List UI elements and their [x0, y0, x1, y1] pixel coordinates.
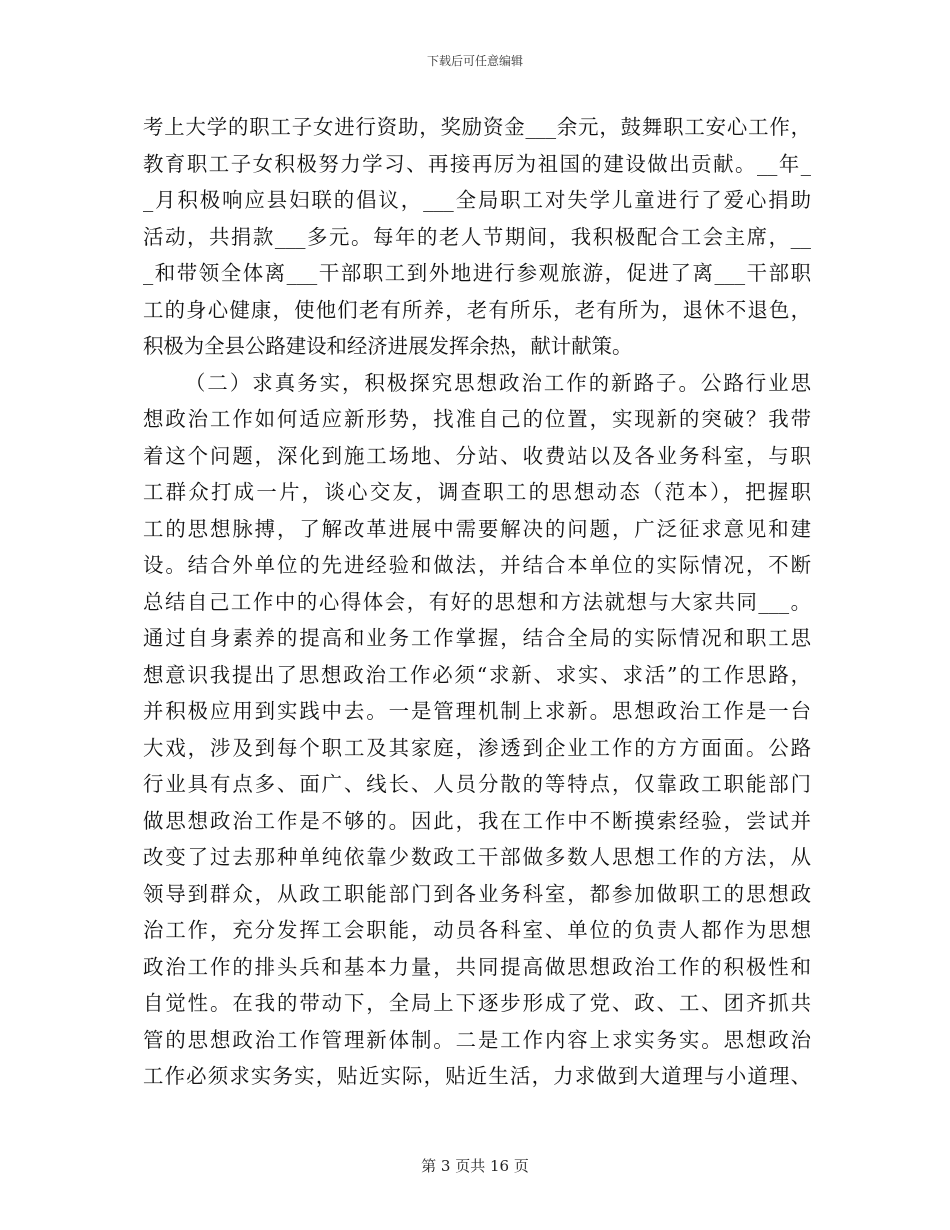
page-header: 下载后可任意编辑: [426, 54, 523, 68]
text-line: 政治工作的排头兵和基本力量，共同提高做思想政治工作的积极性和: [143, 954, 811, 979]
paragraph-1: [143, 109, 811, 365]
text-line: 活动，共捐款___多元。每年的老人节期间，我积极配合工会主席，__: [143, 224, 811, 249]
text-line: 管的思想政治工作管理新体制。二是工作内容上求实务实。思想政治: [143, 1027, 811, 1052]
text-line: 想政治工作如何适应新形势，找准自己的位置，实现新的突破？我带: [143, 407, 811, 431]
text-line: 想意识我提出了思想政治工作必须“求新、求实、求活”的工作思路，: [143, 662, 811, 687]
text-line: 工的思想脉搏，了解改革进展中需要解决的问题，广泛征求意见和建: [143, 516, 811, 541]
text-line: 治工作，充分发挥工会职能，动员各科室、单位的负责人都作为思想: [143, 918, 811, 942]
text-line: 领导到群众，从政工职能部门到各业务科室，都参加做职工的思想政: [143, 881, 811, 906]
text-line: 着这个问题，深化到施工场地、分站、收费站以及各业务科室，与职: [143, 443, 811, 468]
text-line: 工的身心健康，使他们老有所养，老有所乐，老有所为，退休不退色，: [143, 297, 811, 322]
text-line: 工群众打成一片，谈心交友，调查职工的思想动态（范本），把握职: [143, 480, 811, 504]
text-line: 设。结合外单位的先进经验和做法，并结合本单位的实际情况，不断: [143, 553, 811, 577]
paragraph-2: [143, 365, 811, 1095]
text-line: 并积极应用到实践中去。一是管理机制上求新。思想政治工作是一台: [143, 699, 811, 723]
text-line: 总结自己工作中的心得体会，有好的思想和方法就想与大家共同___。: [143, 589, 811, 614]
text-line: 考上大学的职工子女进行资助，奖励资金___余元，鼓舞职工安心工作，: [143, 115, 811, 139]
page-number: 第 3 页共 16 页: [421, 1157, 529, 1175]
text-line: 改变了过去那种单纯依靠少数政工干部做多数人思想工作的方法，从: [143, 845, 811, 869]
text-line: （二）求真务实，积极探究思想政治工作的新路子。公路行业思: [185, 370, 811, 395]
text-line: 行业具有点多、面广、线长、人员分散的等特点，仅靠政工职能部门: [143, 772, 811, 796]
text-line: 通过自身素养的提高和业务工作掌握，结合全局的实际情况和职工思: [143, 626, 811, 650]
text-line: 工作必须求实务实，贴近实际，贴近生活，力求做到大道理与小道理、: [143, 1064, 811, 1088]
text-line: 大戏，涉及到每个职工及其家庭，渗透到企业工作的方方面面。公路: [143, 735, 811, 760]
text-line: _月积极响应县妇联的倡议，___全局职工对失学儿童进行了爱心捐助: [143, 188, 811, 212]
text-line: 自觉性。在我的带动下，全局上下逐步形成了党、政、工、团齐抓共: [143, 991, 811, 1015]
text-line: 教育职工子女积极努力学习、再接再厉为祖国的建设做出贡献。__年_: [143, 151, 811, 176]
text-line: _和带领全体离___干部职工到外地进行参观旅游，促进了离___干部职: [143, 261, 811, 285]
text-line: 做思想政治工作是不够的。因此，我在工作中不断摸索经验，尝试并: [143, 808, 811, 833]
document-body: [143, 109, 811, 1095]
text-line: 积极为全县公路建设和经济进展发挥余热，献计献策。: [143, 334, 633, 358]
